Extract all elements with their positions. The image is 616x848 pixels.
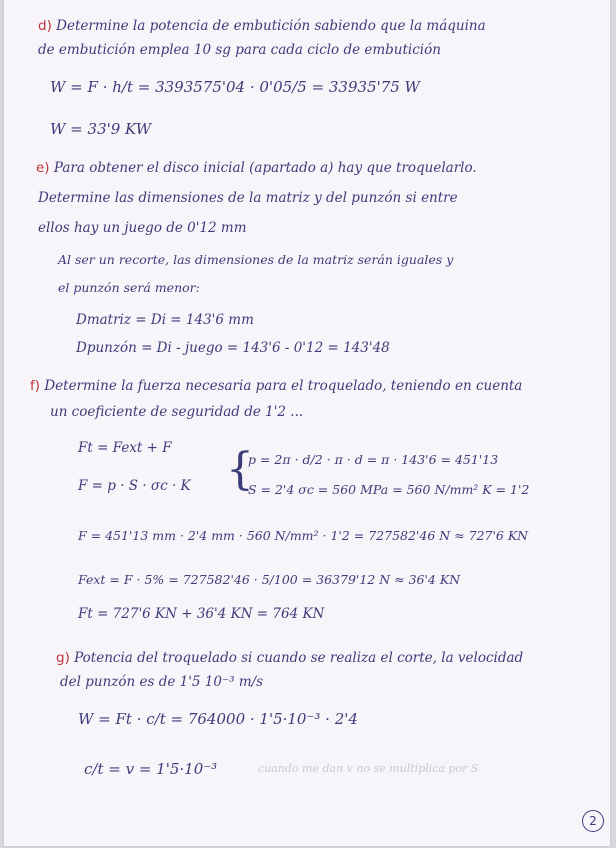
section-d-formula: W = F · h/t = 3393575'04 · 0'05/5 = 33935'75 W	[50, 78, 420, 96]
section-e-line2: Determine las dimensiones de la matriz y del punzón si entre	[38, 190, 458, 206]
section-f-fcalc: F = 451'13 mm · 2'4 mm · 560 N/mm² · 1'2 = 727582'46 N ≈ 727'6 KN	[78, 528, 529, 543]
section-f-perimeter: p = 2π · d/2 · π · d = π · 143'6 = 451'13	[248, 452, 499, 467]
section-e-note1: Al ser un recorte, las dimensiones de la matriz serán iguales y	[58, 252, 454, 267]
section-f-ft: Ft = Fext + F	[78, 440, 172, 456]
section-f-fext: Fext = F · 5% = 727582'46 · 5/100 = 36379'12 N ≈ 36'4 KN	[78, 572, 461, 587]
section-g-line2: del punzón es de 1'5 10⁻³ m/s	[60, 674, 264, 690]
section-e-marker: e)	[36, 160, 50, 176]
section-d-marker: d)	[38, 18, 52, 34]
brace-symbol: {	[226, 444, 254, 495]
section-e-text1: Para obtener el disco inicial (apartado a) hay que troquelarlo.	[53, 160, 477, 176]
section-d-result: W = 33'9 KW	[50, 120, 152, 138]
section-g-marker: g)	[56, 650, 70, 666]
page-number: 2	[582, 810, 604, 832]
section-f-marker: f)	[30, 378, 41, 394]
section-e-note2: el punzón será menor:	[58, 280, 200, 295]
section-f-text1: Determine la fuerza necesaria para el troquelado, teniendo en cuenta	[44, 378, 523, 394]
notebook-page	[4, 0, 610, 846]
section-f-ftotal: Ft = 727'6 KN + 36'4 KN = 764 KN	[78, 606, 325, 622]
section-f-line2: un coeficiente de seguridad de 1'2 ...	[50, 404, 304, 420]
section-g-faint-note: cuando me dan v no se multiplica por S	[258, 762, 479, 775]
section-g-line1	[56, 650, 523, 666]
section-d-line2: de embutición emplea 10 sg para cada ciclo de embutición	[38, 42, 441, 58]
section-g-text1: Potencia del troquelado si cuando se realiza el corte, la velocidad	[74, 650, 524, 666]
section-f-line1	[30, 378, 522, 394]
section-d-line1	[38, 18, 486, 34]
section-e-line1	[36, 160, 477, 176]
section-d-text1: Determine la potencia de embutición sabiendo que la máquina	[56, 18, 486, 34]
section-e-line3: ellos hay un juego de 0'12 mm	[38, 220, 247, 236]
section-e-dmatriz: Dmatriz = Di = 143'6 mm	[76, 312, 254, 328]
section-g-ratio: c/t = v = 1'5·10⁻³	[84, 760, 218, 778]
section-f-sigma: S = 2'4 σc = 560 MPa = 560 N/mm² K = 1'2	[248, 482, 530, 497]
section-g-formula: W = Ft · c/t = 764000 · 1'5·10⁻³ · 2'4	[78, 710, 358, 728]
section-f-fbase: F = p · S · σc · K	[78, 478, 191, 494]
section-e-dpunzon: Dpunzón = Di - juego = 143'6 - 0'12 = 143'48	[76, 340, 390, 356]
